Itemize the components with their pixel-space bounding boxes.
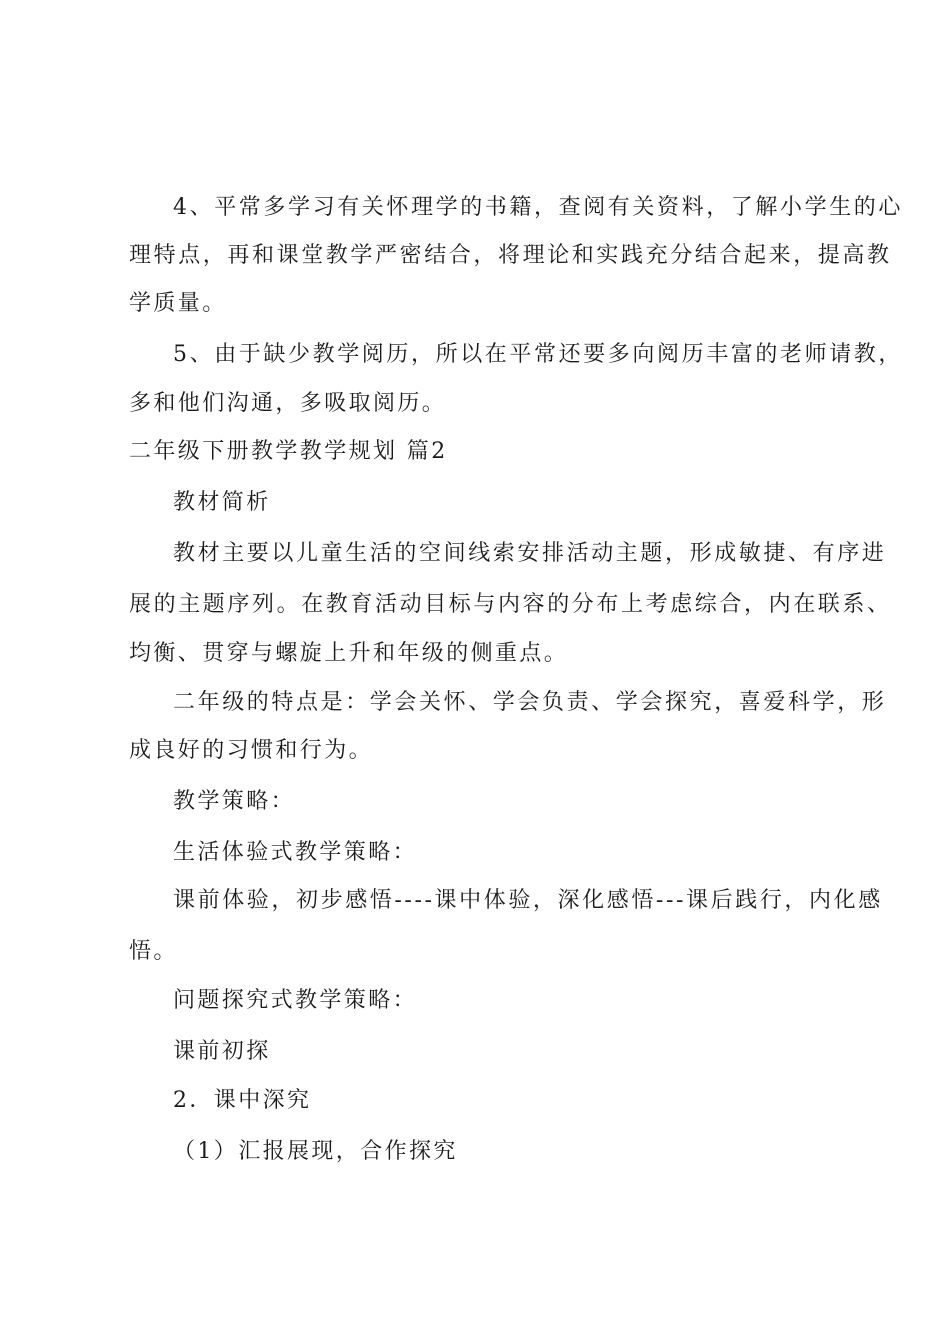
paragraph-4-line-2: 理特点，再和课堂教学严密结合，将理论和实践充分结合起来，提高教 — [129, 243, 892, 268]
section-heading: 二年级下册教学教学规划 篇2 — [129, 439, 448, 464]
paragraph-5-line-1: 5、由于缺少教学阅历，所以在平常还要多向阅历丰富的老师请教， — [173, 342, 903, 367]
material-para-line-3: 均衡、贯穿与螺旋上升和年级的侧重点。 — [129, 641, 569, 666]
material-para-line-2: 展的主题序列。在教育活动目标与内容的分布上考虑综合，内在联系、 — [129, 592, 892, 617]
paragraph-4-line-3: 学质量。 — [129, 291, 227, 316]
material-para-line-1: 教材主要以儿童生活的空间线索安排活动主题，形成敏捷、有序进 — [173, 541, 887, 566]
life-para-line-1: 课前体验，初步感悟----课中体验，深化感悟---课后践行，内化感 — [173, 888, 883, 913]
life-strategy-heading: 生活体验式教学策略： — [173, 840, 418, 865]
grade-para-line-2: 成良好的习惯和行为。 — [129, 738, 374, 763]
paragraph-4-line-1: 4、平常多学习有关怀理学的书籍，查阅有关资料，了解小学生的心 — [173, 195, 903, 220]
life-para-line-2: 悟。 — [129, 939, 178, 964]
item-pre-explore: 课前初探 — [173, 1039, 271, 1064]
strategy-heading: 教学策略： — [173, 789, 296, 814]
item-2-1: （1）汇报展现，合作探究 — [173, 1139, 458, 1164]
item-2: 2．课中深究 — [173, 1088, 312, 1113]
grade-para-line-1: 二年级的特点是：学会关怀、学会负责、学会探究，喜爱科学，形 — [173, 690, 887, 715]
problem-strategy-heading: 问题探究式教学策略： — [173, 988, 418, 1013]
material-heading: 教材简析 — [173, 490, 271, 515]
paragraph-5-line-2: 多和他们沟通，多吸取阅历。 — [129, 391, 447, 416]
